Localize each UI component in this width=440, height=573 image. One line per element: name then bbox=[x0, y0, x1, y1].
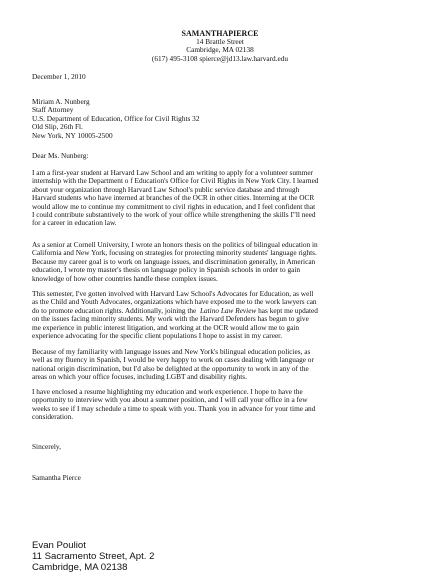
paragraph-line: I could contribute substantively to the work of your office while strengthening the skills I"ll need bbox=[32, 210, 316, 220]
signature-name: Samantha Pierce bbox=[32, 473, 81, 482]
footer-name: Evan Pouliot bbox=[32, 540, 86, 551]
paragraph-line: opportunity to interview with you about a summer position, and I will call your office in a few bbox=[32, 395, 308, 405]
paragraph-line: about your organization through Harvard Law School's public service database and through bbox=[32, 184, 300, 194]
paragraph-line: internship with the Department o f Education's Office for Civil Rights in New York City. I learned bbox=[32, 176, 319, 186]
recipient-line: New York, NY 10005-2500 bbox=[32, 130, 113, 140]
paragraph-line: education, I wrote my master's thesis on language policy in Spanish schools in order to gain bbox=[32, 265, 301, 275]
paragraph-5 bbox=[32, 388, 412, 422]
paragraph-line-start: do to promote education rights. Additionally, joining the bbox=[32, 305, 197, 315]
recipient-address bbox=[32, 98, 412, 140]
recipient-line: Staff Attorney bbox=[32, 105, 74, 115]
paragraph-line: for a career in education law. bbox=[32, 218, 117, 228]
paragraph-4 bbox=[32, 348, 412, 382]
paragraph-line: would allow me to continue my commitment to civil rights in education, and I feel confident that bbox=[32, 201, 316, 211]
closing-text: Sincerely, bbox=[32, 442, 61, 451]
paragraph-line: knowledge of how other countries handle these complex issues. bbox=[32, 273, 218, 283]
paragraph-line: experience advocating for the specific client populations I hope to assist in my career. bbox=[32, 331, 283, 341]
recipient-line: Miriam A. Nunberg bbox=[32, 97, 90, 106]
paragraph-line: me experience in public interest litigation, and working at the OCR would allow me to gain bbox=[32, 322, 300, 332]
paragraph-line: Because my career goal is to work on language issues, and discrimination generally, in American bbox=[32, 256, 316, 266]
paragraph-line: As a senior at Cornell University, I wrote an honors thesis on the politics of bilingual education in bbox=[32, 240, 318, 249]
paragraph-line: national origin discrimination, but I'd also be delighted at the opportunity to work in any of the bbox=[32, 363, 309, 373]
paragraph-line: consideration. bbox=[32, 412, 74, 422]
footer-street: 11 Sacramento Street, Apt. 2 bbox=[32, 551, 155, 562]
paragraph-line: well as my fluency in Spanish, I would be very happy to work on cases dealing with language or bbox=[32, 355, 314, 365]
footer-city: Cambridge, MA 02138 bbox=[32, 562, 128, 573]
paragraph-2 bbox=[32, 241, 412, 283]
paragraph-1 bbox=[32, 169, 412, 228]
paragraph-3 bbox=[32, 290, 412, 340]
paragraph-line: California and New York, focusing on strategies for protecting minority students' language rights. bbox=[32, 248, 317, 258]
paragraph-line: areas on which your office focuses, including LGBT and disability rights. bbox=[32, 372, 247, 382]
sender-contact: (617) 495-3108 spierce@jd13.law.harvard.edu bbox=[151, 53, 289, 63]
paragraph-line: This semester, I've gotten involved with Harvard Law School's Advocates for Education, as well bbox=[32, 289, 314, 298]
paragraph-line: Because of my familiarity with language issues and New York's bilingual education policies, as bbox=[32, 347, 311, 356]
salutation bbox=[32, 152, 412, 160]
sender-name: SAMANTHAPIERCE bbox=[181, 29, 259, 38]
date-text: December 1, 2010 bbox=[32, 72, 86, 81]
paragraph-line: I have enclosed a resume highlighting my education and work experience. I hope to have the bbox=[32, 387, 303, 396]
paragraph-line: weeks to see if I may schedule a time to speak with you. Thank you in advance for your time and bbox=[32, 403, 316, 413]
recipient-line: U.S. Department of Education, Office for Civil Rights 32 bbox=[32, 113, 200, 123]
sender-street: 14 Brattle Street bbox=[196, 37, 244, 46]
paragraph-line: I am a first-year student at Harvard Law School and am writing to apply for a volunteer summer bbox=[32, 168, 314, 177]
review-title: Latino Law Review bbox=[199, 305, 257, 315]
letter-date bbox=[32, 73, 412, 81]
paragraph-line: Harvard students who have interned at branches of the OCR in other cities. Interning at the OCR bbox=[32, 193, 315, 203]
letterhead bbox=[0, 29, 440, 63]
closing bbox=[32, 443, 412, 451]
signature bbox=[32, 474, 412, 482]
review-rest: has kept me updated bbox=[256, 305, 318, 315]
paragraph-line: as the Child and Youth Advocates, organizations which have exposed me to the work lawyers can bbox=[32, 297, 317, 307]
salutation-text: Dear Ms. Nunberg: bbox=[32, 151, 89, 160]
recipient-line: Old Slip, 26th Fl. bbox=[32, 122, 83, 132]
sender-city: Cambridge, MA 02138 bbox=[186, 45, 254, 55]
paragraph-line: on the issues facing minority students. My work with the Harvard Defenders has begun to give bbox=[32, 314, 309, 324]
